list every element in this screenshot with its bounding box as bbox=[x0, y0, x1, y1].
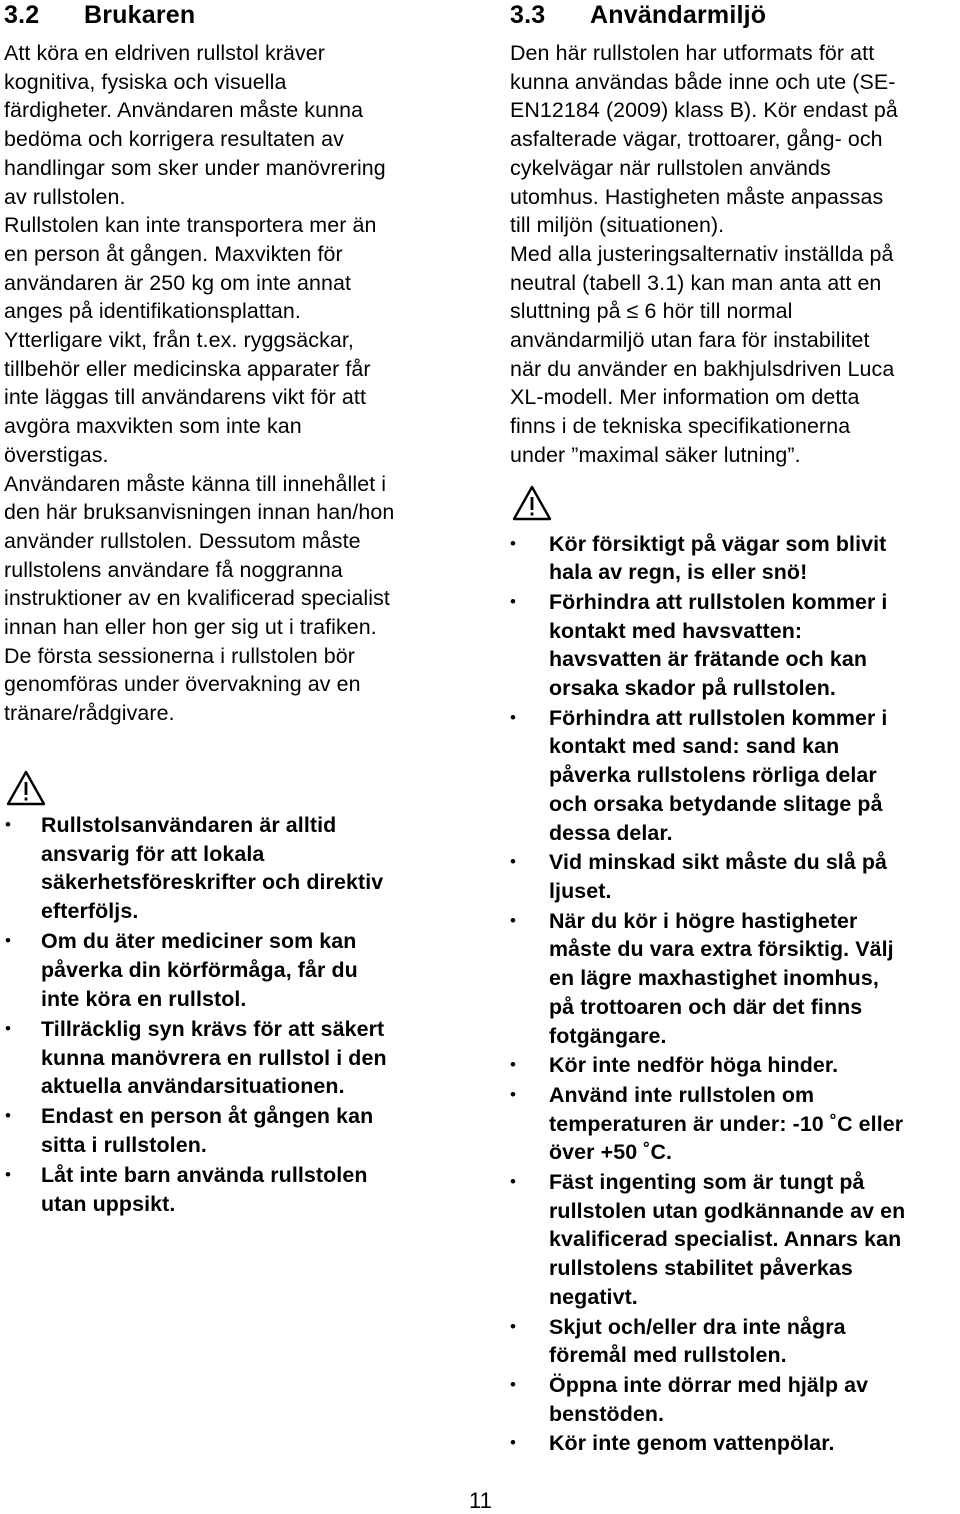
section-number: 3.3 bbox=[510, 1, 546, 29]
paragraph-line: färdigheter. Användaren måste kunna bbox=[4, 98, 364, 123]
warning-item bbox=[510, 704, 960, 848]
warning-line: kontakt med sand: sand kan bbox=[549, 734, 840, 759]
warning-triangle-icon bbox=[6, 770, 46, 806]
warning-item bbox=[510, 1051, 960, 1080]
warning-item bbox=[4, 811, 466, 926]
warning-line: Endast en person åt gången kan bbox=[41, 1104, 374, 1129]
warning-line: havsvatten är frätande och kan bbox=[549, 647, 868, 672]
warning-line: rullstolen utan godkännande av en bbox=[549, 1198, 906, 1223]
paragraph-line: Användaren måste känna till innehållet i bbox=[4, 471, 387, 496]
warning-line: Låt inte barn använda rullstolen bbox=[41, 1163, 368, 1188]
warning-line: Förhindra att rullstolen kommer i bbox=[549, 589, 888, 614]
warning-line: inte köra en rullstol. bbox=[41, 986, 247, 1011]
paragraph-line: när du använder en bakhjulsdriven Luca bbox=[510, 356, 895, 381]
environment-paragraph bbox=[510, 39, 960, 470]
warning-item bbox=[510, 588, 960, 703]
warning-line: hala av regn, is eller snö! bbox=[549, 560, 808, 585]
bullet-icon: • bbox=[510, 1172, 517, 1192]
warning-line: på trottoaren och där det finns bbox=[549, 994, 863, 1019]
warning-line: och orsaka betydande slitage på bbox=[549, 791, 883, 816]
paragraph-line: avgöra maxvikten som inte kan bbox=[4, 414, 302, 439]
warning-item bbox=[4, 927, 466, 1013]
warning-line: över +50 ˚C. bbox=[549, 1140, 673, 1165]
warning-list bbox=[4, 811, 466, 1219]
section-heading-anvandarmiljo bbox=[510, 0, 960, 30]
warning-line: Förhindra att rullstolen kommer i bbox=[549, 705, 888, 730]
paragraph-line: Rullstolen kan inte transportera mer än bbox=[4, 213, 377, 238]
paragraph-line: under ”maximal säker lutning”. bbox=[510, 442, 801, 467]
warning-line: kvalificerad specialist. Annars kan bbox=[549, 1227, 902, 1252]
warning-item bbox=[510, 1371, 960, 1428]
warning-line: Om du äter mediciner som kan bbox=[41, 929, 357, 954]
warning-line: en lägre maxhastighet inomhus, bbox=[549, 966, 879, 991]
warning-line: måste du vara extra försiktig. Välj bbox=[549, 937, 894, 962]
paragraph-line: asfalterade vägar, trottoarer, gång- och bbox=[510, 127, 883, 152]
warning-line: ljuset. bbox=[549, 878, 612, 903]
warning-line: efterföljs. bbox=[41, 898, 139, 923]
bullet-icon: • bbox=[510, 1055, 517, 1075]
paragraph-line: kunna användas både inne och ute (SE- bbox=[510, 69, 896, 94]
warning-line: rullstolens stabilitet påverkas bbox=[549, 1256, 853, 1281]
bullet-icon: • bbox=[510, 1374, 517, 1394]
paragraph-line: neutral (tabell 3.1) kan man anta att en bbox=[510, 270, 882, 295]
paragraph-line: finns i de tekniska specifikationerna bbox=[510, 414, 851, 439]
warning-item bbox=[510, 848, 960, 905]
warning-item bbox=[4, 1161, 466, 1218]
user-paragraph bbox=[4, 39, 466, 728]
bullet-icon: • bbox=[5, 931, 12, 951]
bullet-icon: • bbox=[5, 1018, 12, 1038]
warning-line: föremål med rullstolen. bbox=[549, 1343, 787, 1368]
warning-list bbox=[510, 530, 960, 1459]
warning-line: När du kör i högre hastigheter bbox=[549, 908, 858, 933]
warning-item bbox=[510, 530, 960, 587]
bullet-icon: • bbox=[510, 852, 517, 872]
paragraph-line: cykelvägar när rullstolen används bbox=[510, 155, 831, 180]
warning-line: påverka din körförmåga, får du bbox=[41, 957, 358, 982]
paragraph-line: instruktioner av en kvalificerad specialist bbox=[4, 586, 390, 611]
warning-line: kunna manövrera en rullstol i den bbox=[41, 1045, 387, 1070]
warning-line: ansvarig för att lokala bbox=[41, 841, 265, 866]
warning-line: Kör försiktigt på vägar som blivit bbox=[549, 531, 887, 556]
left-column bbox=[4, 0, 466, 1220]
warning-line: benstöden. bbox=[549, 1401, 665, 1426]
warning-line: Skjut och/eller dra inte några bbox=[549, 1314, 846, 1339]
warning-item bbox=[510, 1313, 960, 1370]
warning-line: Använd inte rullstolen om bbox=[549, 1082, 815, 1107]
warning-line: Kör inte genom vattenpölar. bbox=[549, 1431, 835, 1456]
warning-line: negativt. bbox=[549, 1284, 638, 1309]
warning-item bbox=[4, 1102, 466, 1159]
warning-item bbox=[510, 1429, 960, 1458]
bullet-icon: • bbox=[510, 1433, 517, 1453]
paragraph-line: sluttning på ≤ 6 hör till normal bbox=[510, 299, 793, 324]
paragraph-line: användarmiljö utan fara för instabilitet bbox=[510, 328, 870, 353]
warning-line: fotgängare. bbox=[549, 1023, 667, 1048]
warning-line: sitta i rullstolen. bbox=[41, 1133, 207, 1158]
paragraph-line: De första sessionerna i rullstolen bör bbox=[4, 643, 355, 668]
paragraph-line: av rullstolen. bbox=[4, 184, 126, 209]
section-title: Användarmiljö bbox=[590, 1, 767, 29]
warning-line: Rullstolsanvändaren är alltid bbox=[41, 812, 337, 837]
paragraph-line: utomhus. Hastigheten måste anpassas bbox=[510, 184, 884, 209]
warning-line: Fäst ingenting som är tungt på bbox=[549, 1170, 865, 1195]
paragraph-line: handlingar som sker under manövrering bbox=[4, 155, 386, 180]
bullet-icon: • bbox=[5, 1106, 12, 1126]
warning-line: Kör inte nedför höga hinder. bbox=[549, 1053, 839, 1078]
warning-line: Vid minskad sikt måste du slå på bbox=[549, 850, 888, 875]
warning-item bbox=[510, 1168, 960, 1312]
paragraph-line: bedöma och korrigera resultaten av bbox=[4, 127, 344, 152]
paragraph-line: använder rullstolen. Dessutom måste bbox=[4, 528, 361, 553]
section-number: 3.2 bbox=[4, 1, 40, 29]
page-number: 11 bbox=[469, 1488, 492, 1513]
paragraph-line: genomföras under övervakning av en bbox=[4, 672, 361, 697]
right-column bbox=[510, 0, 960, 1459]
paragraph-line: XL-modell. Mer information om detta bbox=[510, 385, 860, 410]
warning-item bbox=[510, 907, 960, 1051]
paragraph-line: Med alla justeringsalternativ inställda på bbox=[510, 241, 894, 266]
warning-line: kontakt med havsvatten: bbox=[549, 618, 803, 643]
bullet-icon: • bbox=[510, 533, 517, 553]
bullet-icon: • bbox=[510, 591, 517, 611]
bullet-icon: • bbox=[5, 814, 12, 834]
paragraph-line: EN12184 (2009) klass B). Kör endast på bbox=[510, 98, 898, 123]
warning-item bbox=[510, 1081, 960, 1167]
bullet-icon: • bbox=[510, 1316, 517, 1336]
paragraph-line: Den här rullstolen har utformats för att bbox=[510, 41, 875, 65]
paragraph-line: anges på identifikationsplattan. bbox=[4, 299, 301, 324]
paragraph-line: inte läggas till användarens vikt för att bbox=[4, 385, 366, 410]
paragraph-line: kognitiva, fysiska och visuella bbox=[4, 69, 287, 94]
paragraph-line: en person åt gången. Maxvikten för bbox=[4, 241, 343, 266]
bullet-icon: • bbox=[510, 1084, 517, 1104]
warning-line: säkerhetsföreskrifter och direktiv bbox=[41, 870, 384, 895]
bullet-icon: • bbox=[510, 910, 517, 930]
paragraph-line: Att köra en eldriven rullstol kräver bbox=[4, 41, 326, 65]
bullet-icon: • bbox=[5, 1165, 12, 1185]
paragraph-line: rullstolens användare få noggranna bbox=[4, 557, 343, 582]
section-heading-brukaren bbox=[4, 0, 466, 30]
paragraph-line: Ytterligare vikt, från t.ex. ryggsäckar, bbox=[4, 328, 354, 353]
warning-line: orsaka skador på rullstolen. bbox=[549, 676, 836, 701]
bullet-icon: • bbox=[510, 707, 517, 727]
warning-line: dessa delar. bbox=[549, 820, 673, 845]
section-title: Brukaren bbox=[84, 1, 196, 29]
warning-line: Tillräcklig syn krävs för att säkert bbox=[41, 1016, 385, 1041]
paragraph-line: överstigas. bbox=[4, 442, 109, 467]
warning-line: utan uppsikt. bbox=[41, 1192, 176, 1217]
paragraph-line: innan han eller hon ger sig ut i trafiken. bbox=[4, 615, 377, 640]
paragraph-line: till miljön (situationen). bbox=[510, 213, 725, 238]
warning-line: temperaturen är under: -10 ˚C eller bbox=[549, 1111, 904, 1136]
paragraph-line: tränare/rådgivare. bbox=[4, 701, 175, 726]
warning-line: aktuella användarsituationen. bbox=[41, 1074, 345, 1099]
warning-item bbox=[4, 1015, 466, 1101]
warning-triangle-icon bbox=[512, 485, 552, 521]
paragraph-line: tillbehör eller medicinska apparater får bbox=[4, 356, 371, 381]
paragraph-line: den här bruksanvisningen innan han/hon bbox=[4, 500, 395, 525]
warning-line: Öppna inte dörrar med hjälp av bbox=[549, 1372, 869, 1397]
warning-line: påverka rullstolens rörliga delar bbox=[549, 763, 877, 788]
paragraph-line: användaren är 250 kg om inte annat bbox=[4, 270, 352, 295]
